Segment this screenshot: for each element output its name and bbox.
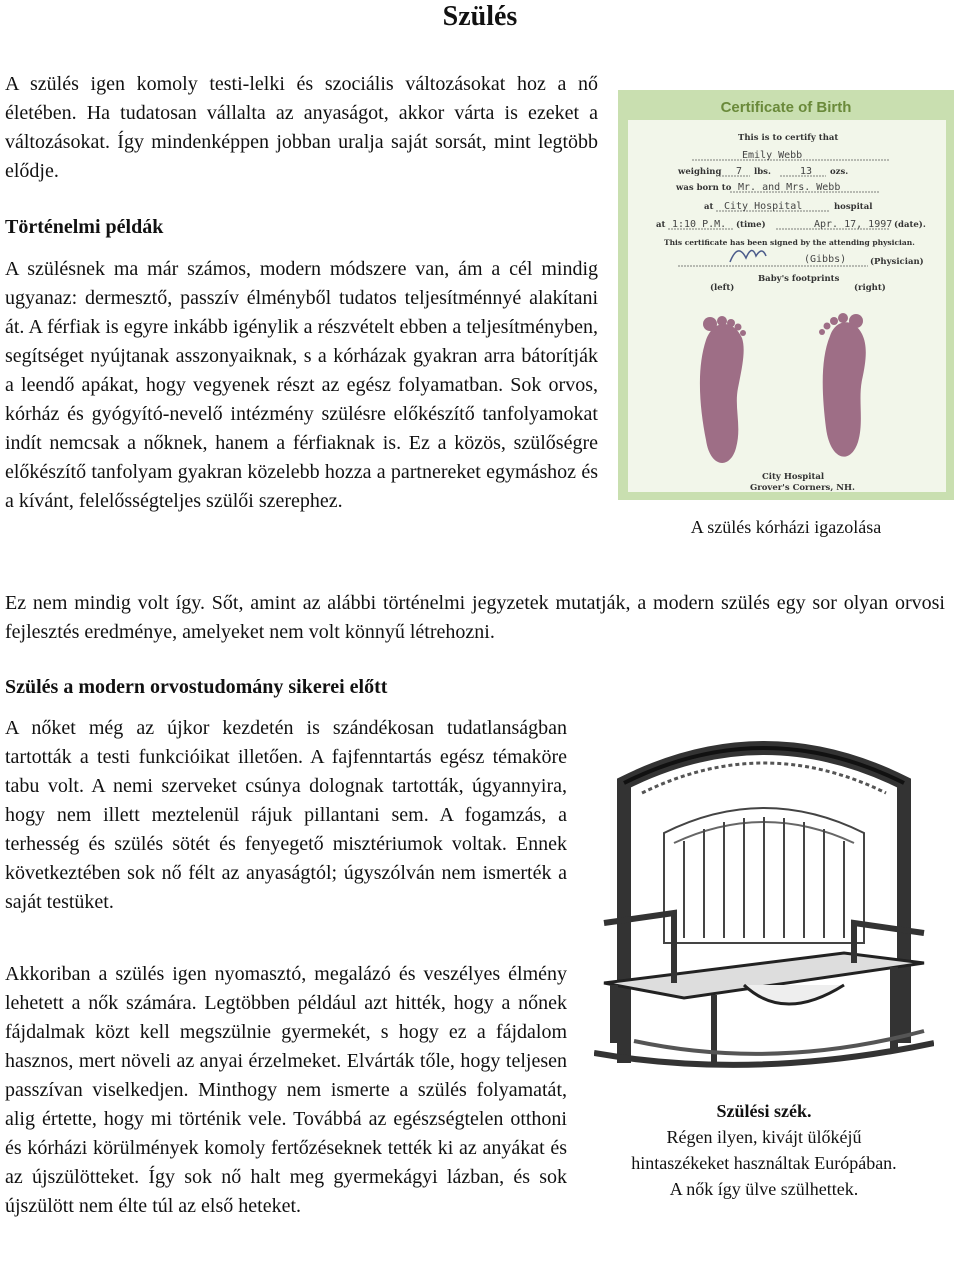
certificate-hospital: City Hospital <box>724 201 803 212</box>
chair-caption-title: Szülési szék. <box>716 1101 812 1121</box>
right-toe <box>838 313 848 323</box>
left-toe <box>703 317 717 331</box>
left-footprint <box>700 324 744 463</box>
transition-paragraph: Ez nem mindig volt így. Sőt, amint az alábbi történelmi jegyzetek mutatják, a modern szülés egy sor olyan orvosi fejlesztés eredménye, amelyeket nem volt könnyű létrehozni. <box>5 592 945 643</box>
birthing-chair-graphic <box>594 723 934 1085</box>
certificate-footer1: City Hospital <box>762 472 825 482</box>
birth-certificate-graphic <box>618 90 954 500</box>
certificate-lbs: 7 <box>736 166 743 177</box>
certificate-name: Emily Webb <box>742 150 803 161</box>
certificate-physician: (Gibbs) <box>804 254 847 265</box>
history-paragraph: A szülésnek ma már számos, modern módszere van, ám a cél mindig ugyanaz: dermesztő, passzív élményből tudatos teljesítménnyé alakítani át. A férfiak is egyre inkább igénylik a részvételt ebben a teljesítményben, segítséget nyújtanak asszonyaiknak, s a kórházak gyakran arra bátorítják a leendő apákat, hogy vegyenek részt az egész folyamatban. Sok orvos, kórház és gyógyító-nevelő intézmény szülésre előkészítő tanfolyamokat indít nemcsak a nőknek, hanem a férfiaknak is. Ez a közös, szülőségre előkészítő tanfolyam gyakran közelebb hozza a partnereket egymáshoz és a kívánt, felelősségteljes szülői szerephez. <box>5 258 598 512</box>
certificate-time-label: (time) <box>736 220 766 230</box>
certificate-at2-label: at <box>656 220 666 230</box>
section-heading-history: Történelmi példák <box>5 216 164 238</box>
certificate-ozs: 13 <box>800 166 813 177</box>
birthing-chair-image <box>594 723 934 1085</box>
right-toe <box>819 329 825 335</box>
certificate-parents: Mr. and Mrs. Webb <box>738 182 841 193</box>
chair-caption <box>594 1098 934 1202</box>
right-footprint <box>823 322 866 456</box>
certificate-lbs-label: lbs. <box>754 167 771 177</box>
certificate-footprints-label: Baby's footprints <box>758 274 840 284</box>
right-toe <box>849 314 863 328</box>
certificate-at-label: at <box>704 202 714 212</box>
certificate-line1: This is to certify that <box>738 133 839 143</box>
certificate-footer2: Grover's Corners, NH. <box>750 483 856 493</box>
certificate-ozs-label: ozs. <box>830 167 849 177</box>
certificate-title: Certificate of Birth <box>720 99 852 116</box>
certificate-right-label: (right) <box>854 283 886 293</box>
intro-paragraph: A szülés igen komoly testi-lelki és szociális változásokat hoz a nő életében. Ha tudatosan vállalta az anyaságot, akkor várta is ezeket a változásokat. Így mindenképpen jobban uralja saját sorsát, mint legtöbb elődje. <box>5 73 598 182</box>
chair-caption-line1: Régen ilyen, kivájt ülőkéjű <box>666 1127 862 1147</box>
left-toe <box>735 324 742 331</box>
page-title: Szülés <box>442 1 518 32</box>
right-toe <box>830 317 838 325</box>
before-modern-paragraph-1: A nőket még az újkor kezdetén is szándékosan tudatlanságban tartották a testi funkcióikat illetően. A fajfenntartás egész témaköre tabu volt. A nemi szerveket csúnya dolognak tartották, úgyannyira, hogy nem illett meztelenül rájuk pillantani sem. A fogamzás, a terhesség és szülés sötét és fenyegető misztériumok voltak. Ennek következtében sok nő félt az anyaságtól; úgyszólván nem ismerték a saját testüket. <box>5 717 567 913</box>
left-toe <box>727 319 735 327</box>
chair-caption-line2: hintaszékeket használtak Európában. <box>631 1153 897 1173</box>
certificate-weighing-label: weighing <box>678 167 722 177</box>
certificate-left-label: (left) <box>710 283 735 293</box>
birth-certificate-image <box>618 90 954 500</box>
left-toe <box>740 330 746 336</box>
certificate-time: 1:10 P.M. <box>672 219 727 230</box>
certificate-physician-label: (Physician) <box>870 257 924 267</box>
certificate-signed-line: This certificate has been signed by the attending physician. <box>664 238 915 247</box>
before-modern-paragraph-2: Akkoriban a szülés igen nyomasztó, megalázó és veszélyes élmény lehetett a nők számára. Legtöbben például azt hitték, hogy a nőnek fájdalmak közt kell megszülnie gyermekét, s hogy ez a fájdalom hasznos, mert növeli az anyai érzelmeket. Elvárták tőle, hogy teljesen passzívan viselkedjen. Minthogy nem ismerte a szülés folyamatát, alig értette, hogy mi történik vele. Továbbá az egészségtelen otthoni és kórházi körülmények komoly fertőzéseknek tették ki az anyákat és az újszülötteket. Így sok nő halt meg gyermekágyi lázban, és sok újszülött nem élte túl az első heteket. <box>5 963 567 1217</box>
certificate-born-label: was born to <box>676 183 732 193</box>
right-toe <box>824 323 831 330</box>
certificate-hospital-label: hospital <box>834 202 873 212</box>
chair-caption-line3: A nők így ülve szülhettek. <box>669 1179 859 1199</box>
certificate-date: Apr. 17, 1997 <box>814 219 893 230</box>
section-heading-before-modern: Szülés a modern orvostudomány sikerei előtt <box>5 676 388 698</box>
left-toe <box>717 316 727 326</box>
certificate-caption: A szülés kórházi igazolása <box>690 517 882 537</box>
certificate-date-label: (date). <box>894 220 926 230</box>
